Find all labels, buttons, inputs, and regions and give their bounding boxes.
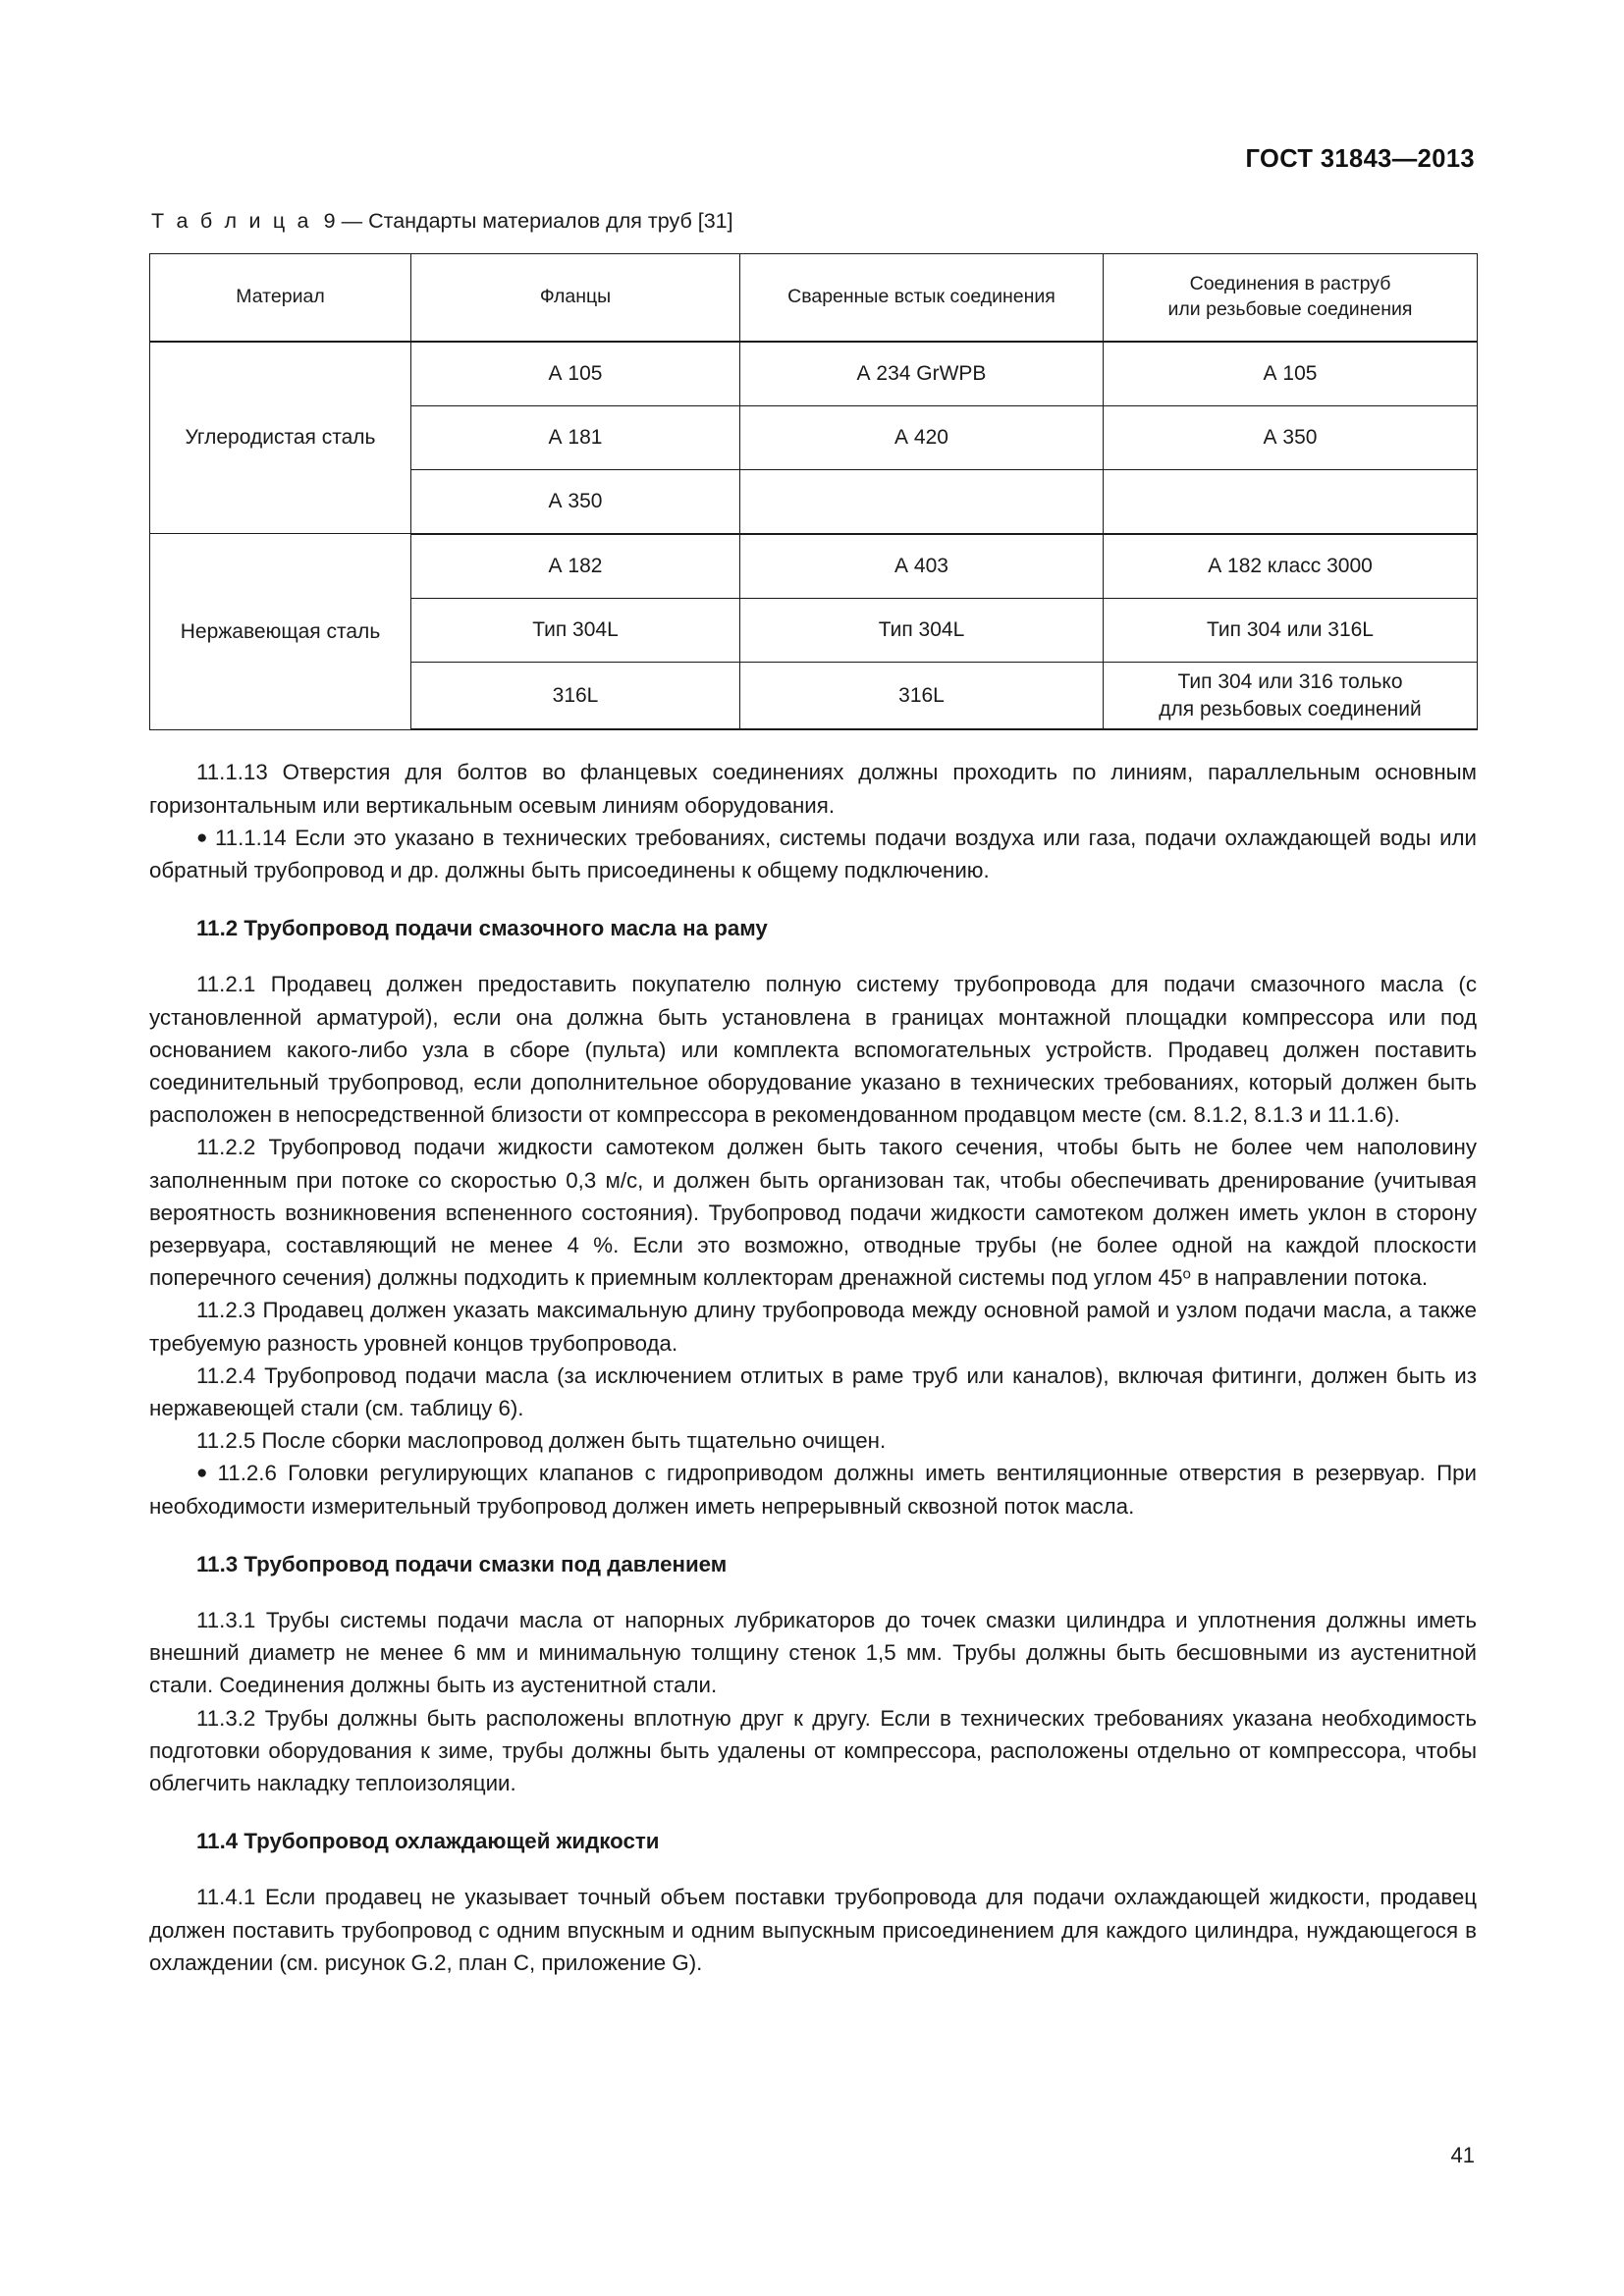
paragraph-11-1-14: [149, 822, 1477, 886]
heading-11-4: 11.4 Трубопровод охлаждающей жидкости: [196, 1829, 660, 1854]
paragraph-11-1-14-text: 11.1.14 Если это указано в технических требованиях, системы подачи воздуха или газа, подачи охлаждающей воды или обратный трубопровод и др. должны быть присоединены к общему подключению.: [149, 825, 1477, 882]
material-cell-carbon-steel: Углеродистая сталь: [150, 342, 411, 534]
table-row: [150, 534, 1478, 599]
cell-socket-threaded: Тип 304 или 316L: [1104, 598, 1478, 662]
paragraph-11-4-1: 11.4.1 Если продавец не указывает точный объем поставки трубопровода для подачи охлаждающей жидкости, продавец должен поставить трубопровод с одним впускным и одним выпускным присоединением для каждого цилиндра, нуждающегося в охлаждении (см. рисунок G.2, план C, приложение G).: [149, 1885, 1477, 1975]
cell-butt-welded: А 403: [740, 534, 1104, 599]
table-caption-spacer: [312, 209, 324, 233]
column-header-socket-threaded-line1: Соединения в раструб: [1189, 273, 1391, 295]
bullet-marker-icon: ●: [196, 827, 210, 848]
paragraph-11-1-13: 11.1.13 Отверстия для болтов во фланцевых соединениях должны проходить по линиям, параллельным основным горизонтальным или вертикальным осевым линиям оборудования.: [149, 760, 1477, 818]
paragraph-11-2-2-text-part2: в направлении потока.: [1190, 1265, 1429, 1291]
paragraph-11-2-4: 11.2.4 Трубопровод подачи масла (за исключением отлитых в раме труб или каналов), включая фитинги, должен быть из нержавеющей стали (см. таблицу 6).: [149, 1362, 1477, 1421]
table-caption-dash-wrap: [336, 209, 368, 233]
paragraph-11-2-2-text-part1: 11.2.2 Трубопровод подачи жидкости самотеком должен быть такого сечения, чтобы быть не более чем наполовину заполненным при потоке со скоростью 0,3 м/с, и должен быть организован так, чтобы обеспечивать дренирование (учитывая вероятность возникновения вспененного состояния). Трубопровод подачи жидкости самотеком должен иметь уклон в сторону резервуара, составляющий не менее 4 %. Если это возможно, отводные трубы (не более одной на каждой плоскости поперечного сечения) должны подходить к приемным коллекторам дренажной системы под углом 45: [149, 1135, 1477, 1291]
cell-socket-threaded: А 182 класс 3000: [1104, 534, 1478, 599]
document-standard-header: ГОСТ 31843—2013: [1245, 145, 1475, 173]
cell-butt-welded: А 234 GrWPB: [740, 342, 1104, 406]
paragraph-11-3-2: 11.3.2 Трубы должны быть расположены вплотную друг к другу. Если в технических требованиях указана необходимость подготовки оборудования к зиме, трубы должны быть удалены от компрессора, расположены отдельно от компрессора, чтобы облегчить накладку теплоизоляции.: [149, 1705, 1477, 1796]
cell-flanges: А 181: [411, 405, 740, 469]
paragraph-11-3-1: 11.3.1 Трубы системы подачи масла от напорных лубрикаторов до точек смазки цилиндра и уплотнения должны иметь внешний диаметр не менее 6 мм и минимальную толщину стенок 1,5 мм. Трубы должны быть бесшовными из аустенитной стали. Соединения должны быть из аустенитной стали.: [149, 1608, 1477, 1698]
table-body: [150, 342, 1478, 729]
column-header-socket-threaded-line2: или резьбовые соединения: [1167, 297, 1413, 320]
cell-socket-threaded-line1: Тип 304 или 316 только: [1177, 669, 1403, 693]
cell-butt-welded: 316L: [740, 662, 1104, 729]
table-caption-number: 9: [323, 209, 336, 233]
column-header-socket-threaded: [1104, 253, 1478, 342]
paragraph-11-2-2: [149, 1131, 1477, 1294]
table-caption-label: Т а б л и ц а: [151, 209, 312, 233]
degree-symbol: o: [1182, 1265, 1191, 1283]
cell-socket-threaded: А 105: [1104, 342, 1478, 406]
table-row: [150, 342, 1478, 406]
paragraph-11-2-6-text: 11.2.6 Головки регулирующих клапанов с гидроприводом должны иметь вентиляционные отверстия в резервуар. При необходимости измерительный трубопровод должен иметь непрерывный сквозной поток масла.: [149, 1461, 1477, 1519]
cell-flanges: А 105: [411, 342, 740, 406]
cell-butt-welded: [740, 469, 1104, 534]
cell-flanges: А 350: [411, 469, 740, 534]
materials-standards-table: [149, 253, 1478, 730]
cell-flanges: Тип 304L: [411, 598, 740, 662]
cell-socket-threaded: [1104, 469, 1478, 534]
page-content: [149, 208, 1477, 1979]
column-header-butt-welded: Сваренные встык соединения: [740, 253, 1104, 342]
table-head: [150, 253, 1478, 342]
bullet-marker-icon: ●: [196, 1463, 213, 1484]
cell-socket-threaded-line2: для резьбовых соединений: [1159, 697, 1422, 721]
table-caption-dash: —: [341, 209, 363, 233]
heading-11-3: 11.3 Трубопровод подачи смазки под давлением: [196, 1551, 728, 1576]
cell-butt-welded: Тип 304L: [740, 598, 1104, 662]
cell-socket-threaded: А 350: [1104, 405, 1478, 469]
cell-flanges: А 182: [411, 534, 740, 599]
table-caption: [151, 208, 1477, 236]
page-number: 41: [1450, 2143, 1475, 2167]
column-header-material: Материал: [150, 253, 411, 342]
cell-butt-welded: А 420: [740, 405, 1104, 469]
body-text: [149, 756, 1477, 1979]
column-header-flanges: Фланцы: [411, 253, 740, 342]
paragraph-11-2-6: [149, 1457, 1477, 1522]
paragraph-11-2-5: 11.2.5 После сборки маслопровод должен быть тщательно очищен.: [196, 1428, 887, 1454]
cell-socket-threaded: [1104, 662, 1478, 729]
paragraph-11-2-3: 11.2.3 Продавец должен указать максимальную длину трубопровода между основной рамой и узлом подачи масла, а также требуемую разность уровней концов трубопровода.: [149, 1298, 1477, 1356]
cell-flanges: 316L: [411, 662, 740, 729]
table-caption-title: Стандарты материалов для труб [31]: [368, 209, 733, 233]
table-header-row: [150, 253, 1478, 342]
paragraph-11-2-1: 11.2.1 Продавец должен предоставить покупателю полную систему трубопровода для подачи смазочного масла (с установленной арматурой), если она должна быть установлена в границах монтажной площадки компрессора или под основанием какого-либо узла в сборе (пульта) или комплекта вспомогательных устройств. Продавец должен поставить соединительный трубопровод, если дополнительное оборудование указано в технических требованиях, который должен быть расположен в непосредственной близости от компрессора в рекомендованном продавцом месте (см. 8.1.2, 8.1.3 и 11.1.6).: [149, 972, 1477, 1128]
heading-11-2: 11.2 Трубопровод подачи смазочного масла на раму: [196, 916, 768, 941]
material-cell-stainless-steel: Нержавеющая сталь: [150, 534, 411, 729]
